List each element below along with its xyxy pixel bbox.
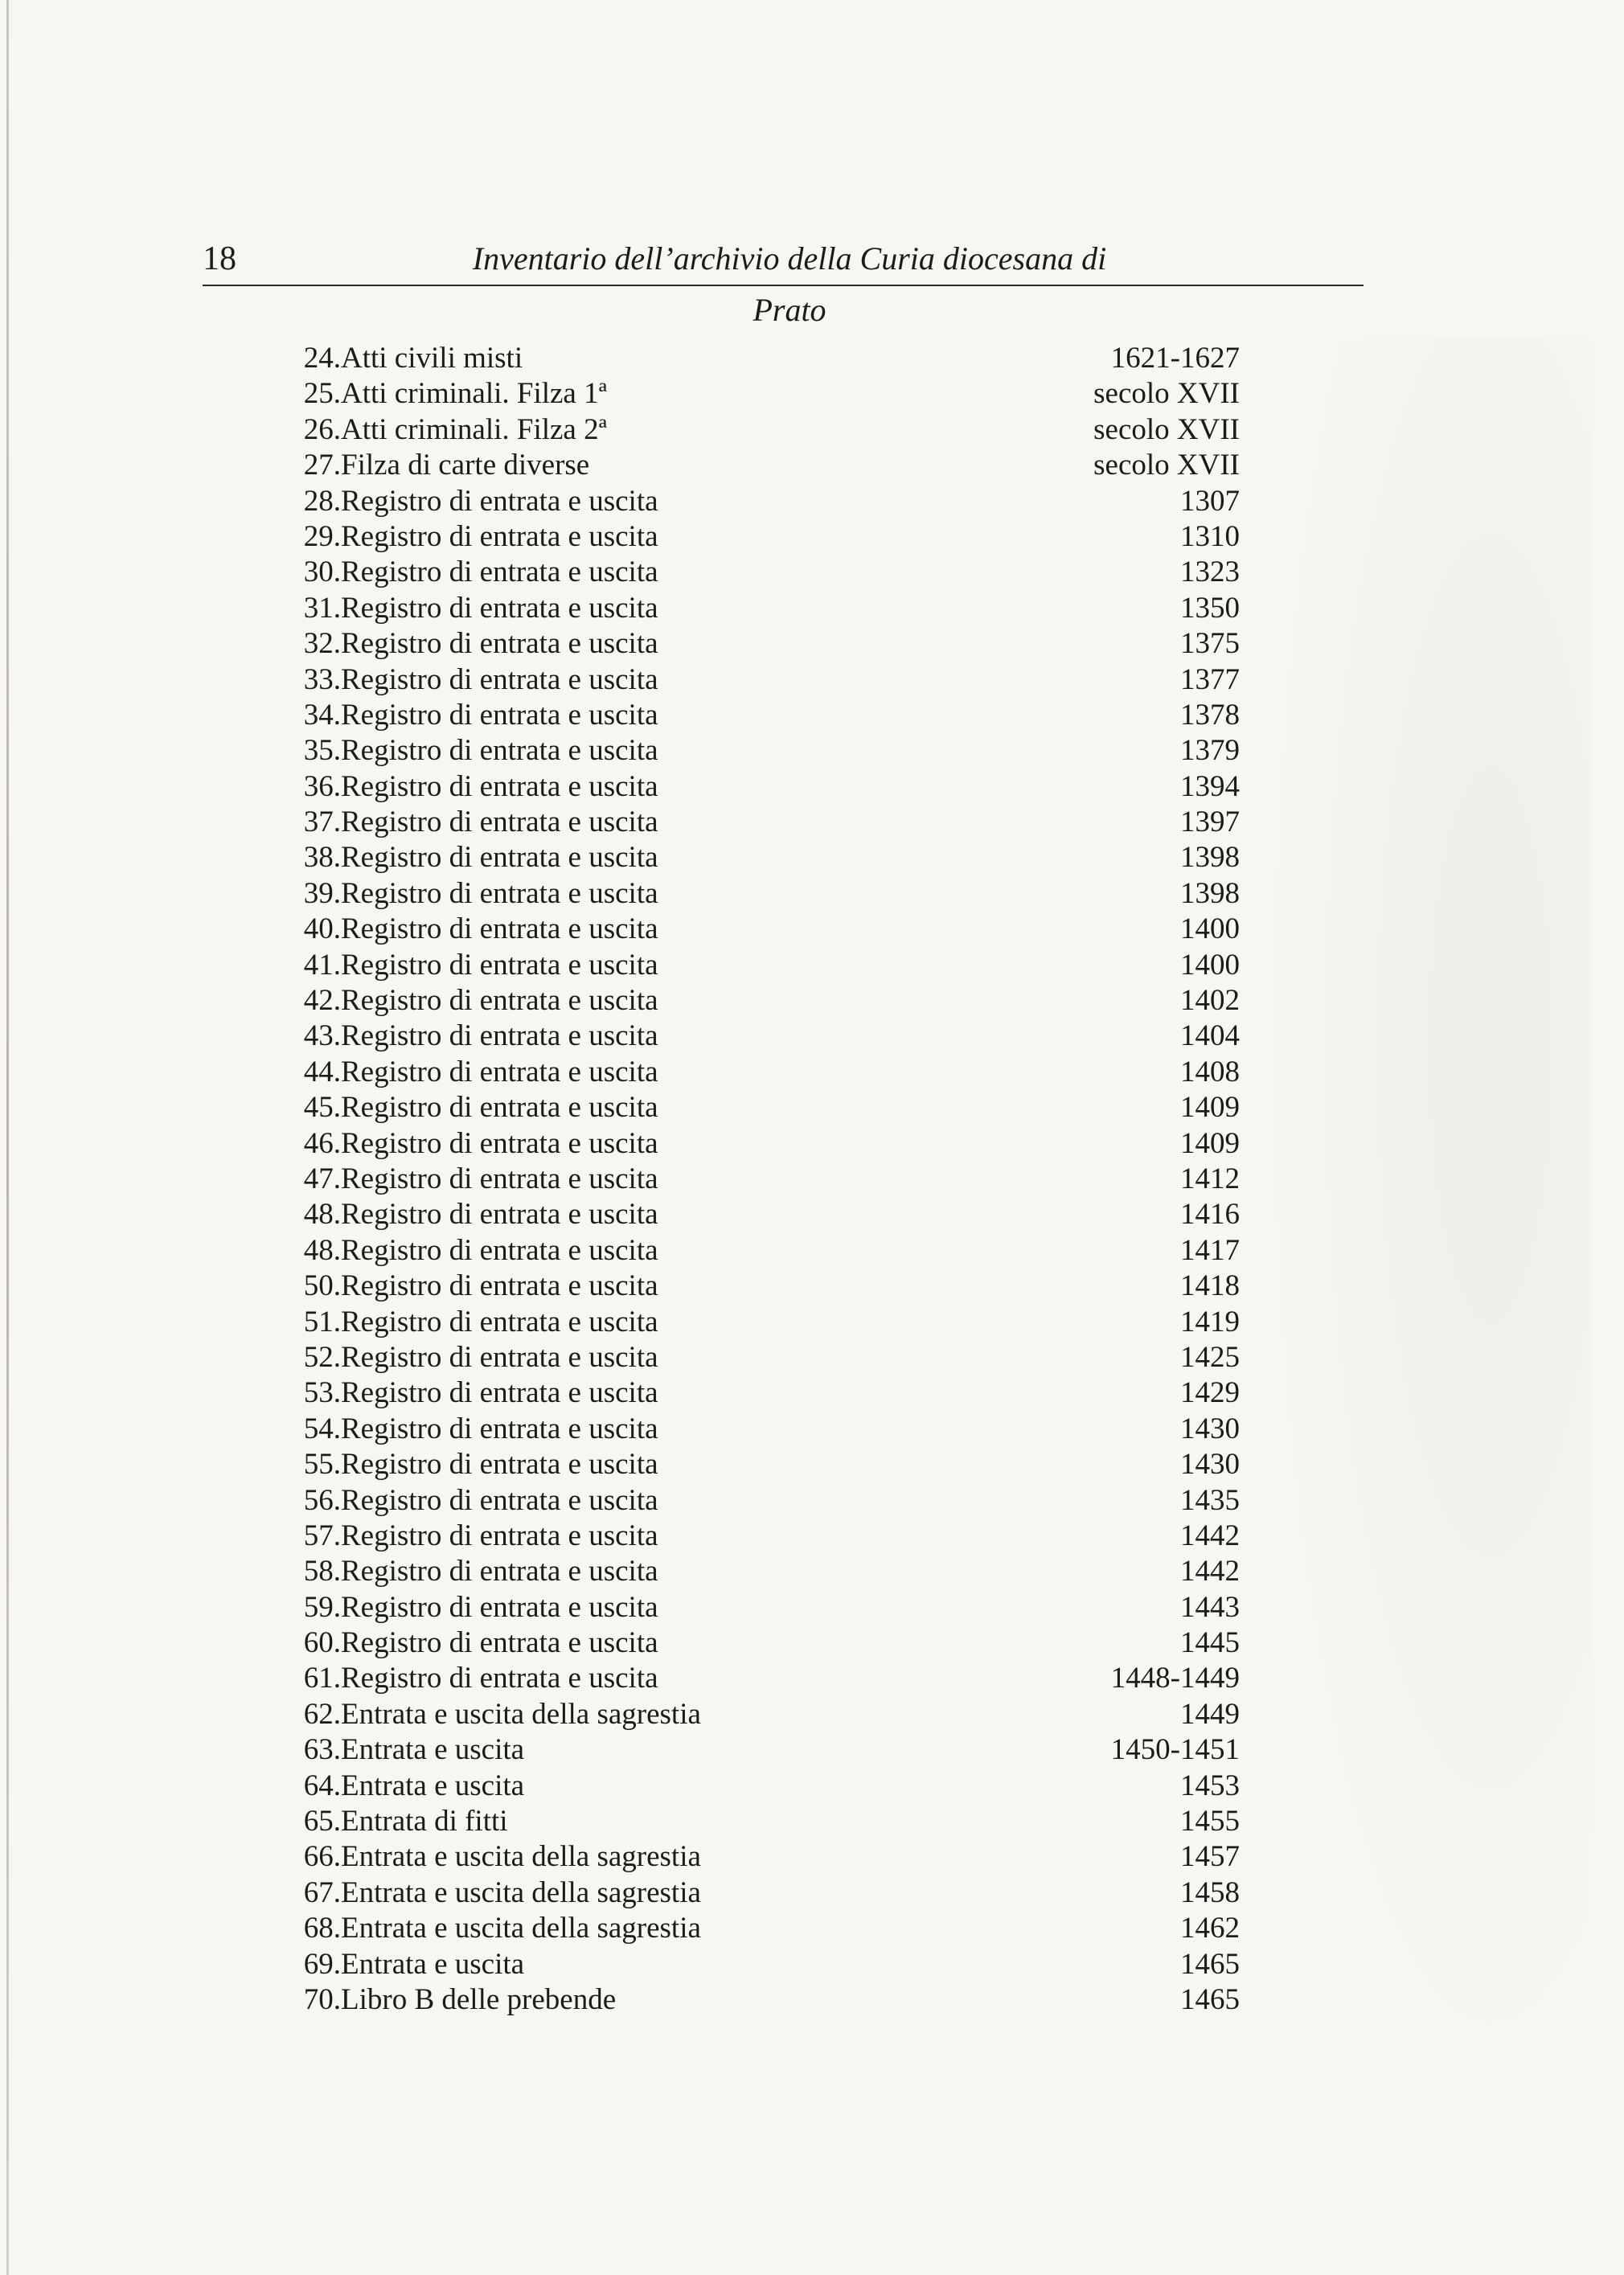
entry-title: Registro di entrata e uscita: [341, 1019, 658, 1053]
inventory-entry: [293, 1769, 1241, 1804]
inventory-entry: [293, 1269, 1241, 1304]
inventory-entry: [293, 1875, 1241, 1911]
entry-number: 24.: [303, 342, 341, 375]
inventory-entry: [293, 1982, 1241, 2018]
entry-date: 1442: [1180, 1519, 1240, 1552]
entry-number: 34.: [303, 698, 341, 732]
entry-number: 27.: [303, 449, 341, 482]
entry-number: 40.: [303, 912, 341, 946]
inventory-entry: [293, 1340, 1241, 1375]
entry-number: 45.: [303, 1091, 341, 1125]
entry-date: 1377: [1180, 662, 1240, 696]
entry-number: 28.: [303, 484, 341, 518]
entry-date: secolo XVII: [1093, 377, 1240, 411]
entry-title: Registro di entrata e uscita: [341, 1448, 658, 1482]
entry-number: 32.: [303, 627, 341, 661]
inventory-entry: [293, 1839, 1241, 1875]
entry-date: 1462: [1180, 1912, 1240, 1945]
running-title: Inventario dell’archivio della Curia diocesana di Prato: [472, 240, 1107, 328]
entry-number: 44.: [303, 1055, 341, 1088]
entry-number: 60.: [303, 1626, 341, 1660]
entry-date: 1412: [1180, 1162, 1240, 1195]
entry-date: secolo XVII: [1093, 449, 1240, 482]
inventory-entry: [293, 1519, 1241, 1554]
entry-title: Atti criminali. Filza 1ª: [341, 377, 607, 411]
inventory-entry: [293, 626, 1241, 662]
entry-date: 1416: [1180, 1198, 1240, 1232]
entry-number: 68.: [303, 1912, 341, 1945]
entry-title: Entrata e uscita: [341, 1769, 525, 1802]
entry-date: 1430: [1180, 1412, 1240, 1445]
inventory-entry: [293, 412, 1241, 448]
entry-date: 1445: [1180, 1626, 1240, 1660]
inventory-entry: [293, 1019, 1241, 1054]
entry-title: Entrata e uscita della sagrestia: [341, 1840, 701, 1874]
entry-number: 59.: [303, 1590, 341, 1624]
inventory-entry: [293, 1661, 1241, 1696]
entry-number: 48.: [303, 1198, 341, 1232]
entry-number: 38.: [303, 841, 341, 875]
entry-number: 43.: [303, 1019, 341, 1053]
page-binding-edge: [6, 0, 9, 2275]
entry-date: 1425: [1180, 1340, 1240, 1374]
entry-title: Registro di entrata e uscita: [341, 1055, 658, 1088]
entry-number: 52.: [303, 1340, 341, 1374]
entry-date: 1375: [1180, 627, 1240, 661]
entry-title: Registro di entrata e uscita: [341, 1662, 658, 1695]
entry-title: Entrata e uscita della sagrestia: [341, 1912, 701, 1945]
inventory-entry: [293, 1305, 1241, 1340]
entry-date: 1404: [1180, 1019, 1240, 1053]
entry-date: 1408: [1180, 1055, 1240, 1088]
entry-title: Registro di entrata e uscita: [341, 1483, 658, 1517]
entry-number: 29.: [303, 519, 341, 553]
entry-date: 1323: [1180, 555, 1240, 589]
inventory-entry: [293, 840, 1241, 875]
inventory-list: [293, 341, 1241, 2018]
entry-date: 1455: [1180, 1805, 1240, 1838]
inventory-entry: [293, 805, 1241, 840]
inventory-entry: [293, 1911, 1241, 1946]
entry-date: 1450-1451: [1110, 1733, 1240, 1767]
inventory-entry: [293, 1090, 1241, 1125]
inventory-entry: [293, 1162, 1241, 1197]
inventory-entry: [293, 1625, 1241, 1661]
entry-date: 1409: [1180, 1091, 1240, 1125]
entry-number: 58.: [303, 1555, 341, 1588]
entry-date: 1443: [1180, 1590, 1240, 1624]
entry-number: 47.: [303, 1162, 341, 1195]
entry-date: 1409: [1180, 1126, 1240, 1160]
entry-number: 33.: [303, 662, 341, 696]
inventory-entry: [293, 948, 1241, 983]
inventory-entry: [293, 1126, 1241, 1162]
entry-number: 31.: [303, 591, 341, 625]
entry-date: 1402: [1180, 984, 1240, 1018]
entry-number: 53.: [303, 1376, 341, 1410]
entry-title: Registro di entrata e uscita: [341, 484, 658, 518]
entry-title: Registro di entrata e uscita: [341, 555, 658, 589]
entry-date: 1400: [1180, 948, 1240, 982]
entry-number: 54.: [303, 1412, 341, 1445]
entry-date: 1458: [1180, 1875, 1240, 1909]
entry-title: Registro di entrata e uscita: [341, 627, 658, 661]
entry-title: Registro di entrata e uscita: [341, 912, 658, 946]
inventory-entry: [293, 698, 1241, 733]
entry-date: 1379: [1180, 734, 1240, 768]
entry-title: Registro di entrata e uscita: [341, 984, 658, 1018]
entry-title: Registro di entrata e uscita: [341, 841, 658, 875]
entry-title: Entrata e uscita: [341, 1947, 525, 1981]
entry-title: Registro di entrata e uscita: [341, 1162, 658, 1195]
entry-title: Filza di carte diverse: [341, 449, 590, 482]
inventory-entry: [293, 876, 1241, 912]
inventory-entry: [293, 1697, 1241, 1732]
entry-title: Registro di entrata e uscita: [341, 662, 658, 696]
inventory-entry: [293, 1483, 1241, 1519]
entry-title: Registro di entrata e uscita: [341, 805, 658, 839]
inventory-entry: [293, 519, 1241, 555]
entry-number: 35.: [303, 734, 341, 768]
entry-title: Registro di entrata e uscita: [341, 1590, 658, 1624]
entry-number: 66.: [303, 1840, 341, 1874]
entry-title: Registro di entrata e uscita: [341, 1376, 658, 1410]
entry-date: 1430: [1180, 1448, 1240, 1482]
entry-title: Registro di entrata e uscita: [341, 1198, 658, 1232]
entry-title: Atti criminali. Filza 2ª: [341, 412, 607, 446]
inventory-entry: [293, 448, 1241, 483]
entry-date: 1465: [1180, 1947, 1240, 1981]
entry-title: Entrata e uscita: [341, 1733, 525, 1767]
entry-title: Atti civili misti: [341, 342, 523, 375]
entry-title: Registro di entrata e uscita: [341, 1626, 658, 1660]
entry-title: Entrata di fitti: [341, 1805, 508, 1838]
entry-date: 1400: [1180, 912, 1240, 946]
entry-date: 1398: [1180, 876, 1240, 910]
inventory-entry: [293, 769, 1241, 805]
show-through-shadow: [1254, 338, 1592, 2106]
entry-title: Registro di entrata e uscita: [341, 1091, 658, 1125]
page-header: [203, 233, 1364, 328]
entry-number: 67.: [303, 1875, 341, 1909]
inventory-entry: [293, 1804, 1241, 1839]
entry-number: 25.: [303, 377, 341, 411]
entry-title: Entrata e uscita della sagrestia: [341, 1875, 701, 1909]
page-number: 18: [203, 240, 236, 277]
entry-title: Libro B delle prebende: [341, 1982, 617, 2016]
entry-number: 50.: [303, 1269, 341, 1303]
entry-date: 1398: [1180, 841, 1240, 875]
entry-date: 1350: [1180, 591, 1240, 625]
entry-number: 48.: [303, 1233, 341, 1267]
entry-date: 1457: [1180, 1840, 1240, 1874]
entry-number: 36.: [303, 769, 341, 803]
entry-number: 39.: [303, 876, 341, 910]
entry-title: Registro di entrata e uscita: [341, 1269, 658, 1303]
entry-number: 30.: [303, 555, 341, 589]
inventory-entry: [293, 1233, 1241, 1269]
inventory-entry: [293, 591, 1241, 626]
entry-date: 1417: [1180, 1233, 1240, 1267]
entry-date: 1429: [1180, 1376, 1240, 1410]
entry-number: 69.: [303, 1947, 341, 1981]
entry-date: 1307: [1180, 484, 1240, 518]
entry-number: 65.: [303, 1805, 341, 1838]
entry-title: Registro di entrata e uscita: [341, 698, 658, 732]
inventory-entry: [293, 662, 1241, 698]
entry-date: 1394: [1180, 769, 1240, 803]
inventory-entry: [293, 484, 1241, 519]
entry-date: 1449: [1180, 1697, 1240, 1731]
entry-date: secolo XVII: [1093, 412, 1240, 446]
entry-number: 26.: [303, 412, 341, 446]
inventory-entry: [293, 1590, 1241, 1625]
entry-title: Registro di entrata e uscita: [341, 1519, 658, 1552]
entry-date: 1465: [1180, 1982, 1240, 2016]
entry-number: 63.: [303, 1733, 341, 1767]
entry-number: 41.: [303, 948, 341, 982]
entry-number: 61.: [303, 1662, 341, 1695]
entry-title: Registro di entrata e uscita: [341, 734, 658, 768]
entry-title: Registro di entrata e uscita: [341, 1412, 658, 1445]
entry-title: Registro di entrata e uscita: [341, 591, 658, 625]
entry-number: 57.: [303, 1519, 341, 1552]
entry-title: Entrata e uscita della sagrestia: [341, 1697, 701, 1731]
entry-date: 1397: [1180, 805, 1240, 839]
inventory-entry: [293, 341, 1241, 376]
entry-title: Registro di entrata e uscita: [341, 1126, 658, 1160]
inventory-entry: [293, 912, 1241, 947]
inventory-entry: [293, 733, 1241, 769]
entry-date: 1378: [1180, 698, 1240, 732]
entry-title: Registro di entrata e uscita: [341, 876, 658, 910]
entry-date: 1453: [1180, 1769, 1240, 1802]
entry-date: 1435: [1180, 1483, 1240, 1517]
entry-number: 70.: [303, 1982, 341, 2016]
inventory-entry: [293, 983, 1241, 1019]
entry-number: 42.: [303, 984, 341, 1018]
entry-number: 37.: [303, 805, 341, 839]
entry-title: Registro di entrata e uscita: [341, 769, 658, 803]
inventory-entry: [293, 1055, 1241, 1090]
entry-date: 1621-1627: [1110, 342, 1240, 375]
inventory-entry: [293, 376, 1241, 412]
entry-title: Registro di entrata e uscita: [341, 519, 658, 553]
entry-number: 55.: [303, 1448, 341, 1482]
entry-number: 64.: [303, 1769, 341, 1802]
inventory-entry: [293, 1197, 1241, 1232]
entry-date: 1310: [1180, 519, 1240, 553]
entry-number: 62.: [303, 1697, 341, 1731]
entry-title: Registro di entrata e uscita: [341, 1233, 658, 1267]
inventory-entry: [293, 1447, 1241, 1482]
entry-date: 1442: [1180, 1555, 1240, 1588]
entry-date: 1448-1449: [1110, 1662, 1240, 1695]
entry-title: Registro di entrata e uscita: [341, 1555, 658, 1588]
inventory-entry: [293, 1412, 1241, 1447]
inventory-entry: [293, 1732, 1241, 1768]
entry-title: Registro di entrata e uscita: [341, 948, 658, 982]
entry-date: 1418: [1180, 1269, 1240, 1303]
inventory-entry: [293, 1947, 1241, 1982]
entry-title: Registro di entrata e uscita: [341, 1305, 658, 1338]
inventory-entry: [293, 555, 1241, 590]
entry-number: 56.: [303, 1483, 341, 1517]
inventory-entry: [293, 1375, 1241, 1411]
entry-title: Registro di entrata e uscita: [341, 1340, 658, 1374]
entry-number: 46.: [303, 1126, 341, 1160]
entry-date: 1419: [1180, 1305, 1240, 1338]
inventory-entry: [293, 1554, 1241, 1589]
entry-number: 51.: [303, 1305, 341, 1338]
